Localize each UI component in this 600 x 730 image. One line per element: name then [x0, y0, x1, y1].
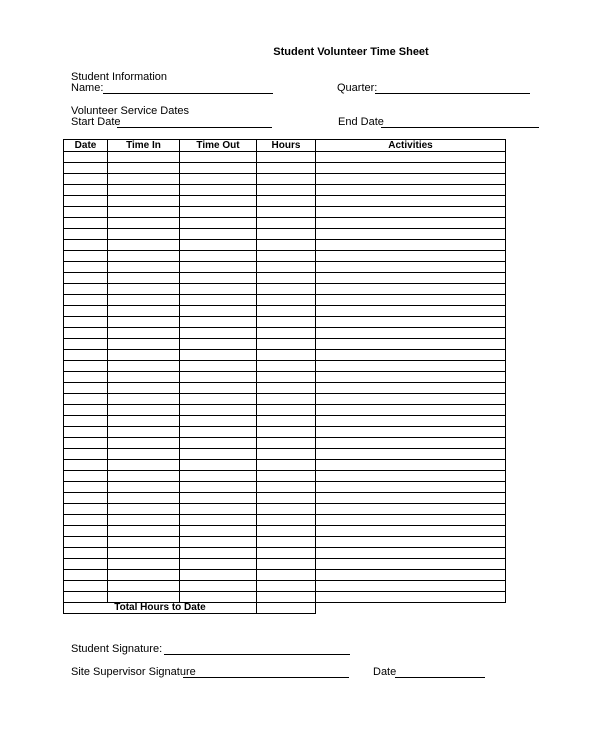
quarter-label: Quarter:	[337, 82, 378, 94]
activities-cell[interactable]	[316, 152, 506, 163]
table-row	[64, 416, 506, 427]
time-out-cell[interactable]	[180, 394, 257, 405]
date-cell[interactable]	[64, 306, 108, 317]
hours-cell[interactable]	[257, 163, 316, 174]
hours-cell[interactable]	[257, 405, 316, 416]
table-row	[64, 504, 506, 515]
table-row	[64, 284, 506, 295]
table-row	[64, 449, 506, 460]
time-out-cell[interactable]	[180, 405, 257, 416]
activities-cell[interactable]	[316, 317, 506, 328]
time-out-cell[interactable]	[180, 328, 257, 339]
time-out-cell[interactable]	[180, 196, 257, 207]
time-in-cell[interactable]	[108, 581, 180, 592]
column-header-hours: Hours	[257, 140, 316, 152]
time-out-cell[interactable]	[180, 449, 257, 460]
activities-cell[interactable]	[316, 339, 506, 350]
hours-cell[interactable]	[257, 273, 316, 284]
time-out-cell[interactable]	[180, 427, 257, 438]
table-row	[64, 174, 506, 185]
hours-cell[interactable]	[257, 350, 316, 361]
table-row	[64, 163, 506, 174]
time-in-cell[interactable]	[108, 152, 180, 163]
time-in-cell[interactable]	[108, 526, 180, 537]
table-row	[64, 526, 506, 537]
student-signature-label: Student Signature:	[71, 643, 163, 655]
hours-cell[interactable]	[257, 207, 316, 218]
date-cell[interactable]	[64, 174, 108, 185]
hours-cell[interactable]	[257, 570, 316, 581]
time-out-cell[interactable]	[180, 416, 257, 427]
activities-cell[interactable]	[316, 328, 506, 339]
hours-cell[interactable]	[257, 537, 316, 548]
table-row	[64, 295, 506, 306]
activities-cell[interactable]	[316, 570, 506, 581]
date-cell[interactable]	[64, 438, 108, 449]
hours-cell[interactable]	[257, 394, 316, 405]
time-in-cell[interactable]	[108, 229, 180, 240]
date-cell[interactable]	[64, 185, 108, 196]
hours-cell[interactable]	[257, 317, 316, 328]
activities-cell[interactable]	[316, 306, 506, 317]
table-row	[64, 460, 506, 471]
date-cell[interactable]	[64, 570, 108, 581]
activities-cell[interactable]	[316, 427, 506, 438]
table-row	[64, 196, 506, 207]
time-in-cell[interactable]	[108, 493, 180, 504]
activities-cell[interactable]	[316, 526, 506, 537]
activities-cell[interactable]	[316, 471, 506, 482]
activities-cell[interactable]	[316, 372, 506, 383]
time-out-cell[interactable]	[180, 372, 257, 383]
time-in-cell[interactable]	[108, 218, 180, 229]
table-row	[64, 482, 506, 493]
time-in-cell[interactable]	[108, 504, 180, 515]
activities-cell[interactable]	[316, 262, 506, 273]
table-row	[64, 273, 506, 284]
date-cell[interactable]	[64, 592, 108, 603]
time-out-cell[interactable]	[180, 460, 257, 471]
table-row	[64, 383, 506, 394]
activities-cell[interactable]	[316, 229, 506, 240]
total-hours-cell[interactable]	[257, 603, 316, 614]
table-row	[64, 339, 506, 350]
table-row	[64, 570, 506, 581]
hours-cell[interactable]	[257, 284, 316, 295]
table-row	[64, 592, 506, 603]
time-out-cell[interactable]	[180, 570, 257, 581]
time-out-cell[interactable]	[180, 273, 257, 284]
table-row	[64, 262, 506, 273]
activities-cell[interactable]	[316, 196, 506, 207]
time-out-cell[interactable]	[180, 284, 257, 295]
date-cell[interactable]	[64, 350, 108, 361]
time-out-cell[interactable]	[180, 537, 257, 548]
time-in-cell[interactable]	[108, 449, 180, 460]
date-cell[interactable]	[64, 361, 108, 372]
table-row	[64, 493, 506, 504]
table-row	[64, 438, 506, 449]
table-row	[64, 405, 506, 416]
hours-cell[interactable]	[257, 262, 316, 273]
hours-cell[interactable]	[257, 526, 316, 537]
time-in-cell[interactable]	[108, 537, 180, 548]
time-in-cell[interactable]	[108, 471, 180, 482]
time-out-cell[interactable]	[180, 504, 257, 515]
hours-cell[interactable]	[257, 460, 316, 471]
name-label: Name:	[71, 82, 104, 94]
table-row	[64, 427, 506, 438]
time-in-cell[interactable]	[108, 438, 180, 449]
table-row	[64, 361, 506, 372]
name-field[interactable]	[103, 93, 273, 94]
date-cell[interactable]	[64, 515, 108, 526]
time-in-cell[interactable]	[108, 196, 180, 207]
activities-cell[interactable]	[316, 350, 506, 361]
activities-cell[interactable]	[316, 185, 506, 196]
hours-cell[interactable]	[257, 427, 316, 438]
column-header-time-out: Time Out	[180, 140, 257, 152]
time-out-cell[interactable]	[180, 306, 257, 317]
table-row	[64, 581, 506, 592]
hours-cell[interactable]	[257, 339, 316, 350]
activities-cell[interactable]	[316, 240, 506, 251]
hours-cell[interactable]	[257, 581, 316, 592]
table-row	[64, 185, 506, 196]
time-out-cell[interactable]	[180, 559, 257, 570]
time-out-cell[interactable]	[180, 493, 257, 504]
date-cell[interactable]	[64, 196, 108, 207]
date-cell[interactable]	[64, 262, 108, 273]
student-signature-field[interactable]	[164, 654, 350, 655]
table-row	[64, 328, 506, 339]
date-cell[interactable]	[64, 405, 108, 416]
date-cell[interactable]	[64, 273, 108, 284]
activities-cell[interactable]	[316, 592, 506, 603]
time-out-cell[interactable]	[180, 482, 257, 493]
hours-cell[interactable]	[257, 515, 316, 526]
activities-cell[interactable]	[316, 559, 506, 570]
date-cell[interactable]	[64, 504, 108, 515]
table-row	[64, 515, 506, 526]
date-cell[interactable]	[64, 317, 108, 328]
time-in-cell[interactable]	[108, 515, 180, 526]
hours-cell[interactable]	[257, 493, 316, 504]
table-row	[64, 350, 506, 361]
activities-cell[interactable]	[316, 449, 506, 460]
time-in-cell[interactable]	[108, 548, 180, 559]
total-hours-label: Total Hours to Date	[64, 603, 257, 614]
table-row	[64, 240, 506, 251]
time-out-cell[interactable]	[180, 163, 257, 174]
date-cell[interactable]	[64, 229, 108, 240]
supervisor-signature-field[interactable]	[183, 677, 349, 678]
time-out-cell[interactable]	[180, 240, 257, 251]
time-in-cell[interactable]	[108, 339, 180, 350]
time-in-cell[interactable]	[108, 240, 180, 251]
total-row	[64, 603, 506, 614]
time-out-cell[interactable]	[180, 526, 257, 537]
time-out-cell[interactable]	[180, 295, 257, 306]
activities-cell[interactable]	[316, 548, 506, 559]
time-out-cell[interactable]	[180, 361, 257, 372]
time-log-body	[64, 152, 506, 603]
activities-cell[interactable]	[316, 460, 506, 471]
service-dates-heading: Volunteer Service Dates	[71, 105, 190, 117]
activities-cell[interactable]	[316, 284, 506, 295]
time-in-cell[interactable]	[108, 482, 180, 493]
time-in-cell[interactable]	[108, 306, 180, 317]
activities-cell[interactable]	[316, 405, 506, 416]
date-cell[interactable]	[64, 207, 108, 218]
date-cell[interactable]	[64, 152, 108, 163]
time-in-cell[interactable]	[108, 592, 180, 603]
time-in-cell[interactable]	[108, 416, 180, 427]
hours-cell[interactable]	[257, 240, 316, 251]
page-title-text: Student Volunteer Time Sheet	[273, 46, 429, 58]
time-in-cell[interactable]	[108, 559, 180, 570]
date-cell[interactable]	[64, 581, 108, 592]
time-in-cell[interactable]	[108, 361, 180, 372]
date-cell[interactable]	[64, 559, 108, 570]
time-in-cell[interactable]	[108, 207, 180, 218]
time-out-cell[interactable]	[180, 317, 257, 328]
quarter-field[interactable]	[375, 93, 530, 94]
time-out-cell[interactable]	[180, 152, 257, 163]
activities-cell[interactable]	[316, 438, 506, 449]
table-row	[64, 251, 506, 262]
time-out-cell[interactable]	[180, 229, 257, 240]
column-header-activities: Activities	[316, 140, 506, 152]
time-in-cell[interactable]	[108, 383, 180, 394]
total-row-empty-cell	[316, 603, 506, 614]
table-row	[64, 207, 506, 218]
date-cell[interactable]	[64, 372, 108, 383]
table-row	[64, 548, 506, 559]
hours-cell[interactable]	[257, 504, 316, 515]
time-log-table	[63, 139, 506, 614]
time-in-cell[interactable]	[108, 460, 180, 471]
time-out-cell[interactable]	[180, 218, 257, 229]
time-out-cell[interactable]	[180, 471, 257, 482]
activities-cell[interactable]	[316, 537, 506, 548]
hours-cell[interactable]	[257, 383, 316, 394]
activities-cell[interactable]	[316, 207, 506, 218]
hours-cell[interactable]	[257, 218, 316, 229]
time-out-cell[interactable]	[180, 262, 257, 273]
date-cell[interactable]	[64, 482, 108, 493]
activities-cell[interactable]	[316, 416, 506, 427]
hours-cell[interactable]	[257, 592, 316, 603]
date-cell[interactable]	[64, 526, 108, 537]
hours-cell[interactable]	[257, 449, 316, 460]
end-date-field[interactable]	[381, 127, 539, 128]
student-info-heading: Student Information	[71, 71, 168, 83]
time-in-cell[interactable]	[108, 284, 180, 295]
activities-cell[interactable]	[316, 581, 506, 592]
date-cell[interactable]	[64, 218, 108, 229]
time-in-cell[interactable]	[108, 295, 180, 306]
hours-cell[interactable]	[257, 416, 316, 427]
time-in-cell[interactable]	[108, 570, 180, 581]
activities-cell[interactable]	[316, 361, 506, 372]
activities-cell[interactable]	[316, 383, 506, 394]
hours-cell[interactable]	[257, 372, 316, 383]
end-date-label: End Date	[338, 116, 384, 128]
time-in-cell[interactable]	[108, 262, 180, 273]
column-header-time-in: Time In	[108, 140, 180, 152]
date-cell[interactable]	[64, 394, 108, 405]
date-cell[interactable]	[64, 383, 108, 394]
time-out-cell[interactable]	[180, 515, 257, 526]
table-row	[64, 559, 506, 570]
time-in-cell[interactable]	[108, 427, 180, 438]
date-cell[interactable]	[64, 163, 108, 174]
time-in-cell[interactable]	[108, 350, 180, 361]
hours-cell[interactable]	[257, 152, 316, 163]
date-cell[interactable]	[64, 537, 108, 548]
activities-cell[interactable]	[316, 295, 506, 306]
time-in-cell[interactable]	[108, 273, 180, 284]
table-header-row	[64, 140, 506, 152]
activities-cell[interactable]	[316, 251, 506, 262]
time-in-cell[interactable]	[108, 174, 180, 185]
hours-cell[interactable]	[257, 438, 316, 449]
date-cell[interactable]	[64, 427, 108, 438]
hours-cell[interactable]	[257, 361, 316, 372]
time-in-cell[interactable]	[108, 163, 180, 174]
start-date-label: Start Date	[71, 116, 121, 128]
activities-cell[interactable]	[316, 515, 506, 526]
activities-cell[interactable]	[316, 482, 506, 493]
page-title	[0, 46, 600, 58]
hours-cell[interactable]	[257, 251, 316, 262]
table-row	[64, 537, 506, 548]
table-row	[64, 218, 506, 229]
hours-cell[interactable]	[257, 229, 316, 240]
table-row	[64, 306, 506, 317]
activities-cell[interactable]	[316, 273, 506, 284]
hours-cell[interactable]	[257, 328, 316, 339]
time-out-cell[interactable]	[180, 548, 257, 559]
date-cell[interactable]	[64, 460, 108, 471]
hours-cell[interactable]	[257, 548, 316, 559]
hours-cell[interactable]	[257, 306, 316, 317]
time-out-cell[interactable]	[180, 581, 257, 592]
activities-cell[interactable]	[316, 174, 506, 185]
date-cell[interactable]	[64, 251, 108, 262]
hours-cell[interactable]	[257, 174, 316, 185]
date-cell[interactable]	[64, 449, 108, 460]
date-cell[interactable]	[64, 493, 108, 504]
time-in-cell[interactable]	[108, 405, 180, 416]
time-out-cell[interactable]	[180, 174, 257, 185]
table-row	[64, 394, 506, 405]
signature-date-field[interactable]	[395, 677, 485, 678]
date-cell[interactable]	[64, 284, 108, 295]
column-header-date: Date	[64, 140, 108, 152]
date-cell[interactable]	[64, 548, 108, 559]
hours-cell[interactable]	[257, 471, 316, 482]
hours-cell[interactable]	[257, 185, 316, 196]
date-cell[interactable]	[64, 328, 108, 339]
time-in-cell[interactable]	[108, 317, 180, 328]
hours-cell[interactable]	[257, 295, 316, 306]
supervisor-signature-label: Site Supervisor Signature	[71, 666, 196, 678]
time-in-cell[interactable]	[108, 251, 180, 262]
date-cell[interactable]	[64, 471, 108, 482]
date-cell[interactable]	[64, 240, 108, 251]
signature-date-label: Date	[373, 666, 397, 678]
time-out-cell[interactable]	[180, 339, 257, 350]
date-cell[interactable]	[64, 339, 108, 350]
time-in-cell[interactable]	[108, 185, 180, 196]
hours-cell[interactable]	[257, 559, 316, 570]
table-row	[64, 229, 506, 240]
activities-cell[interactable]	[316, 394, 506, 405]
time-in-cell[interactable]	[108, 372, 180, 383]
time-in-cell[interactable]	[108, 394, 180, 405]
time-out-cell[interactable]	[180, 383, 257, 394]
time-out-cell[interactable]	[180, 207, 257, 218]
hours-cell[interactable]	[257, 196, 316, 207]
time-out-cell[interactable]	[180, 251, 257, 262]
time-out-cell[interactable]	[180, 350, 257, 361]
time-out-cell[interactable]	[180, 185, 257, 196]
table-row	[64, 372, 506, 383]
activities-cell[interactable]	[316, 218, 506, 229]
date-cell[interactable]	[64, 295, 108, 306]
date-cell[interactable]	[64, 416, 108, 427]
table-row	[64, 152, 506, 163]
activities-cell[interactable]	[316, 504, 506, 515]
time-out-cell[interactable]	[180, 438, 257, 449]
hours-cell[interactable]	[257, 482, 316, 493]
activities-cell[interactable]	[316, 163, 506, 174]
activities-cell[interactable]	[316, 493, 506, 504]
table-row	[64, 471, 506, 482]
time-in-cell[interactable]	[108, 328, 180, 339]
time-out-cell[interactable]	[180, 592, 257, 603]
table-row	[64, 317, 506, 328]
start-date-field[interactable]	[117, 127, 272, 128]
